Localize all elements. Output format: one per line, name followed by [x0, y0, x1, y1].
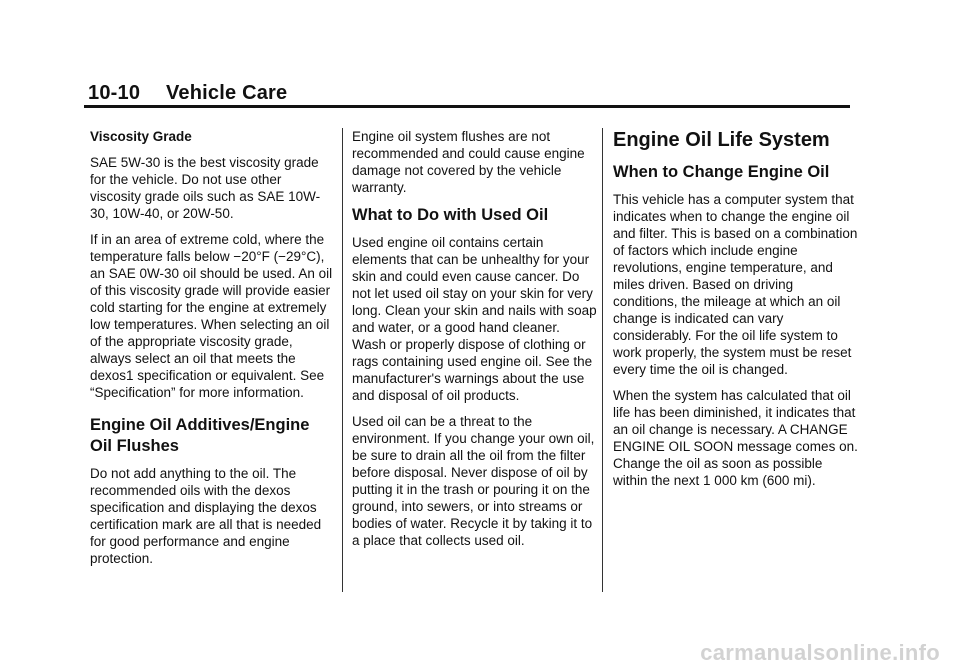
- paragraph: SAE 5W-30 is the best viscosity grade for the vehicle. Do not use other viscosity grade oils such as SAE 10W-30, 10W-40, or 20W-50.: [90, 155, 321, 221]
- section-title: Vehicle Care: [166, 82, 288, 104]
- additives-heading: Engine Oil Additives/Engine Oil Flushes: [90, 416, 310, 455]
- page-number: 10-10: [88, 82, 141, 104]
- paragraph: This vehicle has a computer system that indicates when to change the engine oil and filter. This is based on a combination of factors which include engine revolutions, engine temperature, and miles driven. Based on driving conditions, the mileage at which an oil change is indicated can vary considerably. For the oil life system to work properly, the system must be reset every time the oil is changed.: [613, 192, 858, 377]
- column-2: [352, 128, 597, 558]
- column-1: [90, 128, 335, 576]
- paragraph: Do not add anything to the oil. The recommended oils with the dexos specification and displaying the dexos certification mark are all that is needed for good performance and engine protection.: [90, 466, 322, 566]
- column-divider: [342, 128, 343, 592]
- column-3: [613, 128, 858, 498]
- paragraph: When the system has calculated that oil life has been diminished, it indicates that an oil change is necessary. A CHANGE ENGINE OIL SOON message comes on. Change the oil as soon as possible within the next 1 000 km (600 mi).: [613, 388, 858, 488]
- when-to-change-heading: When to Change Engine Oil: [613, 163, 830, 181]
- paragraph: Used oil can be a threat to the environment. If you change your own oil, be sure to drain all the oil from the filter before disposal. Never dispose of oil by putting it in the trash or pouring it on the ground, into sewers, or into streams or bodies of water. Recycle it by taking it to a place that collects used oil.: [352, 414, 595, 548]
- paragraph: Used engine oil contains certain elements that can be unhealthy for your skin and could even cause cancer. Do not let used oil stay on your skin for very long. Clean your skin and nails with soap and water, or a good hand cleaner. Wash or properly dispose of clothing or rags containing used engine oil. See the manufacturer's warnings about the use and disposal of oil products.: [352, 235, 597, 403]
- paragraph: If in an area of extreme cold, where the temperature falls below −20°F (−29°C), an SAE 0W-30 oil should be used. An oil of this viscosity grade will provide easier cold starting for the engine at extremely low temperatures. When selecting an oil of the appropriate viscosity grade, always select an oil that meets the dexos1 specification or equivalent. See “Specification” for more information.: [90, 232, 333, 400]
- watermark: carmanualsonline.info: [700, 640, 940, 665]
- page-header: [88, 82, 287, 105]
- used-oil-heading: What to Do with Used Oil: [352, 206, 549, 224]
- header-rule: [84, 105, 850, 108]
- paragraph: Engine oil system flushes are not recommended and could cause engine damage not covered by the vehicle warranty.: [352, 129, 585, 195]
- column-divider: [602, 128, 603, 592]
- oil-life-system-title: Engine Oil Life System: [613, 129, 830, 151]
- viscosity-grade-subheading: Viscosity Grade: [90, 129, 192, 144]
